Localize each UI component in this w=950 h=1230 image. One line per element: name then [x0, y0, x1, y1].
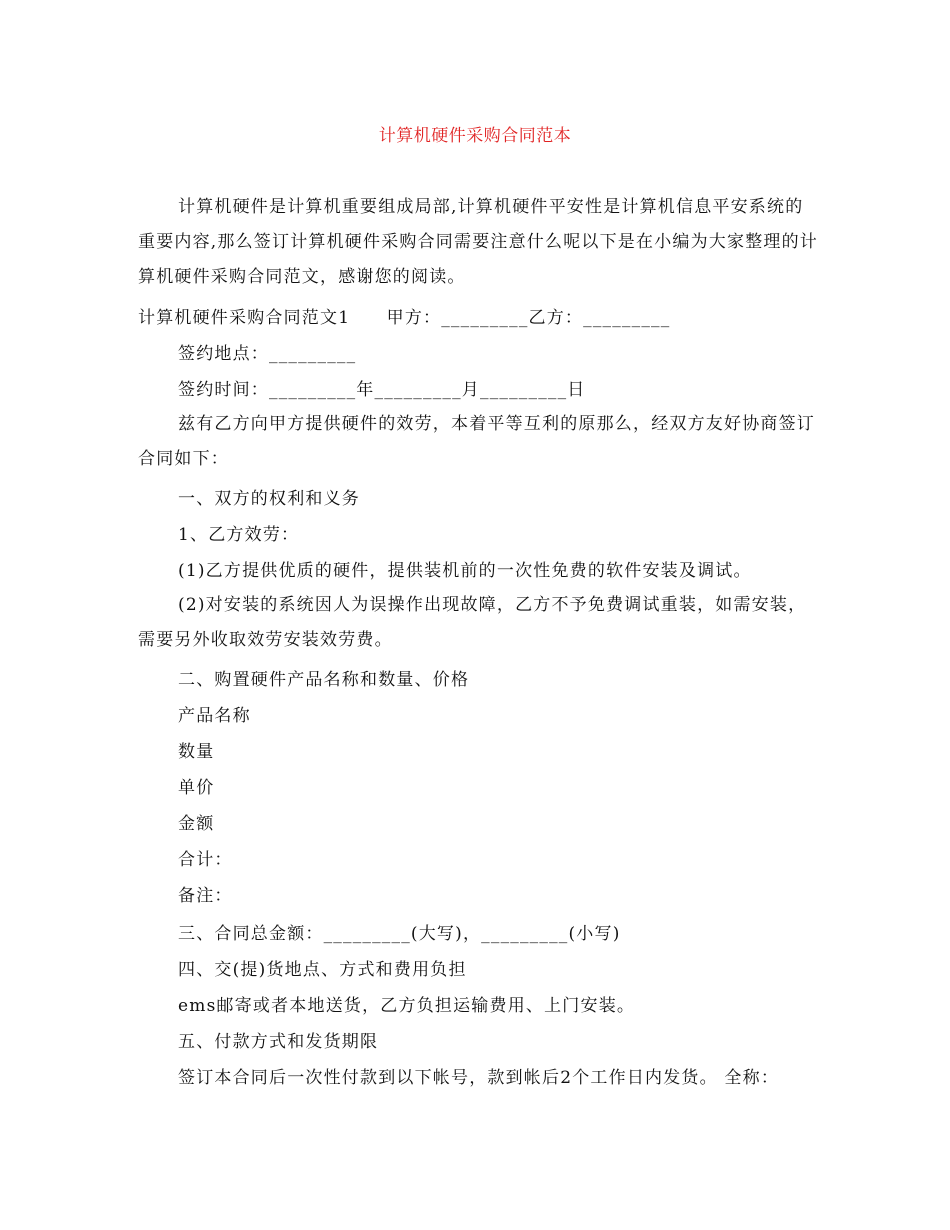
item-1: 1、乙方效劳： [178, 525, 300, 545]
field-total: 合计： [178, 850, 233, 870]
intro-paragraph: 计算机硬件是计算机重要组成局部,计算机硬件平安性是计算机信息平安系统的重要内容,那么签订计算机硬件采购合同需要注意什么呢以下是在小编为大家整理的计算机硬件采购合同范文，感谢您的阅读。 [138, 197, 819, 287]
field-unit-price: 单价 [178, 778, 215, 798]
document-title: 计算机硬件采购合同范本 [378, 126, 572, 146]
section-1-heading: 一、双方的权利和义务 [178, 489, 360, 509]
item-1-1: (1)乙方提供优质的硬件，提供装机前的一次性免费的软件安装及调试。 [178, 561, 752, 581]
preamble-paragraph: 兹有乙方向甲方提供硬件的效劳，本着平等互利的原那么，经双方友好协商签订合同如下： [138, 414, 815, 469]
item-1-2: (2)对安装的系统因人为误操作出现故障，乙方不予免费调试重装，如需安装，需要另外收取效劳安装效劳费。 [138, 595, 807, 650]
section-2-heading: 二、购置硬件产品名称和数量、价格 [178, 670, 470, 690]
section-5-heading: 五、付款方式和发货期限 [178, 1032, 379, 1052]
sign-place: 签约地点：_________ [178, 344, 357, 364]
section-4-heading: 四、交(提)货地点、方式和费用负担 [178, 960, 467, 980]
sign-time: 签约时间：_________年_________月_________日 [178, 380, 586, 400]
field-amount: 金额 [178, 814, 215, 834]
sample-heading: 计算机硬件采购合同范文1 甲方：_________乙方：_________ [138, 308, 671, 328]
section-5-text: 签订本合同后一次性付款到以下帐号，款到帐后2个工作日内发货。 全称： [178, 1068, 780, 1088]
section-4-text: ems邮寄或者本地送货，乙方负担运输费用、上门安装。 [178, 996, 636, 1016]
field-product-name: 产品名称 [178, 706, 251, 726]
field-remark: 备注： [178, 886, 233, 906]
section-3-heading: 三、合同总金额：_________(大写)，_________(小写) [178, 924, 621, 944]
field-quantity: 数量 [178, 742, 215, 762]
